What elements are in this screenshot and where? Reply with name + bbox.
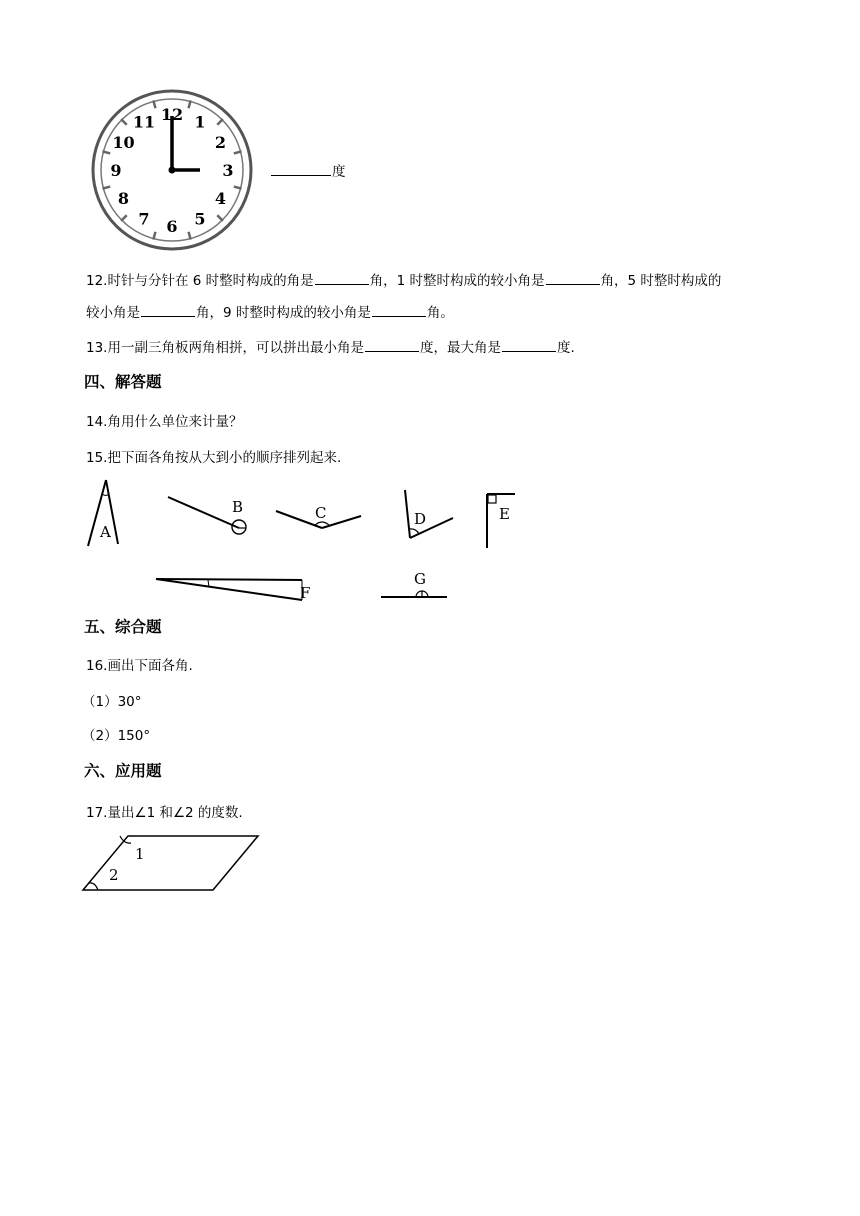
angle-f	[156, 579, 302, 600]
answer-blank[interactable]	[502, 338, 556, 352]
question-12-line2: 较小角是 角，9 时整时构成的较小角是 角。	[86, 305, 454, 321]
angle-label-a: A	[100, 523, 111, 541]
angle-2-label: 2	[109, 866, 119, 884]
angle-1-label: 1	[135, 845, 145, 863]
question-15: 15.把下面各角按从大到小的顺序排列起来.	[86, 450, 342, 466]
answer-blank[interactable]	[141, 303, 195, 317]
question-16-item-2: （2）150°	[82, 728, 151, 744]
clock-numeral: 10	[112, 133, 135, 152]
question-16-item-1: （1）30°	[82, 694, 142, 710]
clock-figure	[88, 88, 254, 254]
clock-center-dot	[169, 167, 176, 174]
section-4-title: 四、解答题	[84, 373, 162, 391]
angle-label-e: E	[499, 505, 510, 523]
clock-numeral: 11	[132, 112, 156, 132]
answer-blank[interactable]	[315, 271, 369, 285]
answer-blank[interactable]	[365, 338, 419, 352]
angle-label-f: F	[300, 584, 311, 602]
angle-label-g: G	[414, 570, 426, 588]
clock-answer	[270, 162, 346, 182]
clock-numeral: 7	[138, 209, 150, 229]
question-13: 13.用一副三角板两角相拼，可以拼出最小角是 度，最大角是 度.	[86, 340, 575, 356]
question-14: 14.角用什么单位来计量？	[86, 414, 243, 430]
angle-label-b: B	[232, 498, 244, 516]
clock-numeral: 9	[110, 161, 122, 180]
question-17: 17.量出∠1 和∠2 的度数.	[86, 805, 243, 821]
section-5-title: 五、综合题	[84, 618, 162, 636]
clock-numeral: 3	[222, 161, 234, 180]
clock-tick	[121, 215, 127, 221]
answer-blank[interactable]	[372, 303, 426, 317]
answer-blank[interactable]	[546, 271, 600, 285]
clock-numeral: 6	[166, 217, 178, 236]
clock-numeral: 2	[214, 133, 227, 152]
section-6-title: 六、应用题	[84, 762, 162, 780]
angle-g	[381, 591, 447, 597]
clock-tick	[121, 119, 127, 125]
question-16: 16.画出下面各角.	[86, 658, 193, 674]
angle-label-d: D	[414, 510, 427, 528]
clock-numeral: 5	[194, 209, 206, 229]
angle-d	[405, 490, 453, 538]
parallelogram-figure	[78, 830, 264, 896]
clock-numeral: 8	[117, 189, 130, 208]
angles-figure	[80, 476, 540, 606]
clock-numeral: 12	[160, 105, 184, 124]
clock-numeral: 4	[214, 189, 227, 208]
clock-numeral: 1	[194, 112, 206, 132]
clock-unit: 度	[332, 164, 346, 180]
answer-blank[interactable]	[271, 162, 331, 176]
clock-tick	[217, 119, 223, 125]
angle-label-c: C	[315, 504, 327, 522]
question-12-line1: 12.时针与分针在 6 时整时构成的角是 角，1 时整时构成的较小角是 角，5 时整时构成的	[86, 273, 722, 289]
clock-tick	[217, 215, 223, 221]
